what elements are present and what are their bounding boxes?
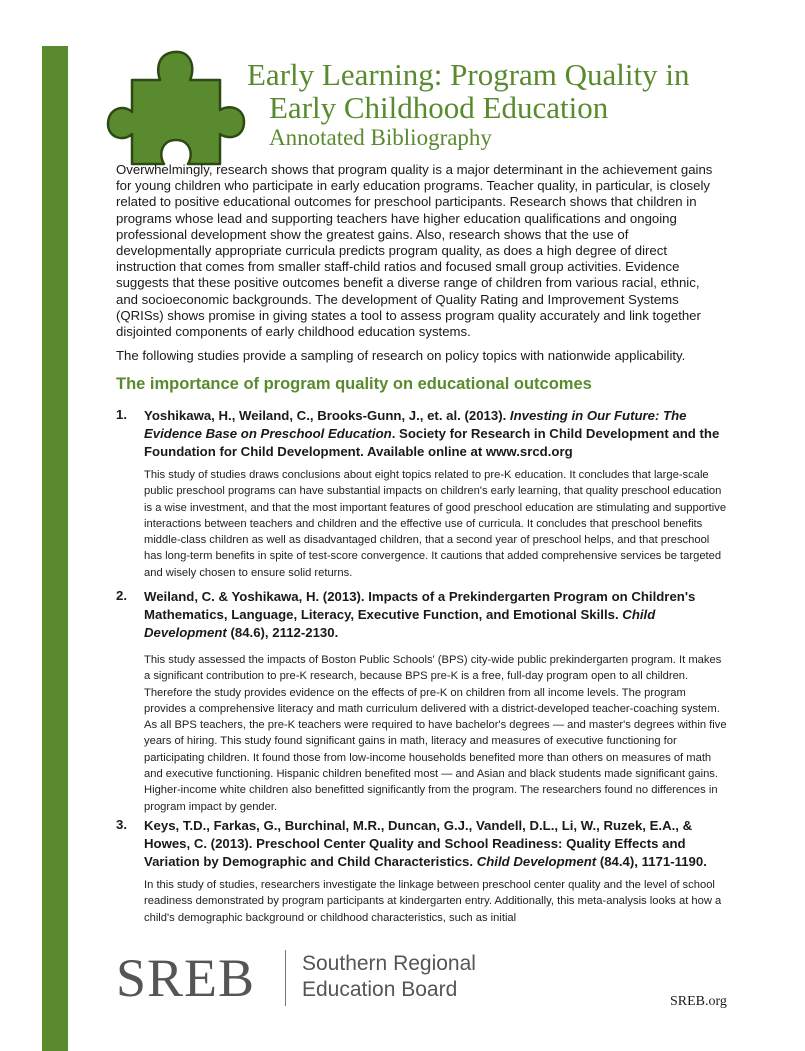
entry-summary: This study of studies draws conclusions about eight topics related to pre-K education. It concludes that large-scale public preschool programs can have substantial impacts on children's early learning, that quality preschool education is a wise investment, and that the most important features of good preschool education are stimulating and supportive interactions between teachers and children and the effective use of curricula. It concludes that preschool benefits middle-class children as well as disadvantaged children, that a second year of preschool helps, and that preschool has long-term benefits in spite of test-score convergence. It cautions that added comprehensive services be targeted and wisely chosen to ensure solid returns.: [144, 469, 727, 579]
citation-title: Investing in Our Future: The Evidence Base on Preschool Education: [144, 408, 687, 441]
header: [247, 58, 767, 151]
entry-number: 1.: [116, 407, 127, 422]
green-side-bar: [42, 46, 68, 1051]
entry-number: 2.: [116, 588, 127, 603]
citation-rest: . Society for Research in Child Development and the Foundation for Child Development. Available online at www.srcd.org: [144, 426, 720, 459]
citation-authors: Weiland, C. & Yoshikawa, H. (2013). Impacts of a Prekindergarten Program on Children's Mathematics, Language, Literacy, Executive Function, and Emotional Skills.: [144, 589, 696, 622]
entry-citation: [144, 817, 728, 871]
website-link[interactable]: SREB.org: [670, 994, 727, 1009]
entry-citation: [144, 407, 728, 461]
entry-summary: This study assessed the impacts of Boston Public Schools' (BPS) city-wide public prekindergarten program. It makes a significant contribution to pre-K research, because BPS pre-K is a free, full-day program open to all children. Therefore the study provides evidence on the effects of pre-K on children from all income levels. The program provides a comprehensive literacy and math curriculum delivered with a district-developed teacher-coaching system. As all BPS teachers, the pre-K teachers were required to have bachelor's degrees — and master's degrees within five years of hiring. This study found significant gains in math, literacy and measures of executive functioning for participating children. It found those from low-income households benefited more than others on measures of math and executive functioning. Hispanic children benefited most — and Asian and black students made significant gains. Higher-income white children also benefitted significantly from the program. The researchers found no differences in program impact by gender.: [144, 654, 727, 813]
citation-authors: Yoshikawa, H., Weiland, C., Brooks-Gunn, J., et. al. (2013).: [144, 408, 510, 423]
logo-divider: [285, 950, 286, 1006]
bibliography-entry: [116, 817, 728, 926]
citation-title: Child Development: [476, 854, 597, 869]
entry-number: 3.: [116, 817, 127, 832]
section-heading: The importance of program quality on educational outcomes: [116, 375, 592, 393]
page-title-line2: Early Childhood Education: [269, 90, 609, 125]
puzzle-piece-icon: [102, 40, 252, 170]
page-title: Early Learning: Program Quality in: [247, 57, 690, 92]
sreb-logo: [116, 946, 496, 1010]
org-name-line2: Education Board: [302, 978, 458, 1001]
entry-citation: [144, 588, 728, 642]
bibliography-entry: [116, 407, 728, 581]
entry-summary: In this study of studies, researchers investigate the linkage between preschool center quality and the level of school readiness demonstrated by program participants at kindergarten entry. Additionally, this meta-analysis looks at how a child's demographic background or childhood characteristics, such as initial: [144, 879, 722, 924]
citation-rest: (84.4), 1171-1190.: [596, 854, 707, 869]
sreb-logo-mark: SREB: [116, 948, 256, 1008]
citation-authors: Keys, T.D., Farkas, G., Burchinal, M.R., Duncan, G.J., Vandell, D.L., Li, W., Ruzek, E.A., & Howes, C. (2013). Preschool Center Quality and School Readiness: Quality Effects and Variation by Demographic and Child Characteristics.: [144, 818, 693, 869]
citation-title: Child Development: [144, 607, 656, 640]
intro-paragraph: Overwhelmingly, research shows that program quality is a major determinant in the achievement gains for young children who participate in early education programs. Teacher quality, in particular, is closely related to positive educational outcomes for preschool participants. Research shows that children in programs whose lead and supporting teachers have higher education qualifications and ongoing professional development show the greatest gains. Also, research shows that the use of developmentally appropriate curricula predicts program quality, as does a high degree of direct instruction that comes from smaller staff-child ratios and focused small group activities. Evidence suggests that these positive outcomes benefit a diverse range of children from various racial, ethnic, and socioeconomic backgrounds. The development of Quality Rating and Improvement Systems (QRISs) shows promise in giving states a tool to assess program quality accurately and link together disjointed components of early childhood education systems.: [116, 162, 713, 340]
bibliography-entry: [116, 588, 728, 815]
citation-rest: (84.6), 2112-2130.: [226, 625, 339, 640]
lead-paragraph: The following studies provide a sampling of research on policy topics with nationwide applicability.: [116, 348, 686, 363]
org-name-line1: Southern Regional: [302, 952, 476, 975]
page-subtitle: Annotated Bibliography: [269, 125, 492, 150]
